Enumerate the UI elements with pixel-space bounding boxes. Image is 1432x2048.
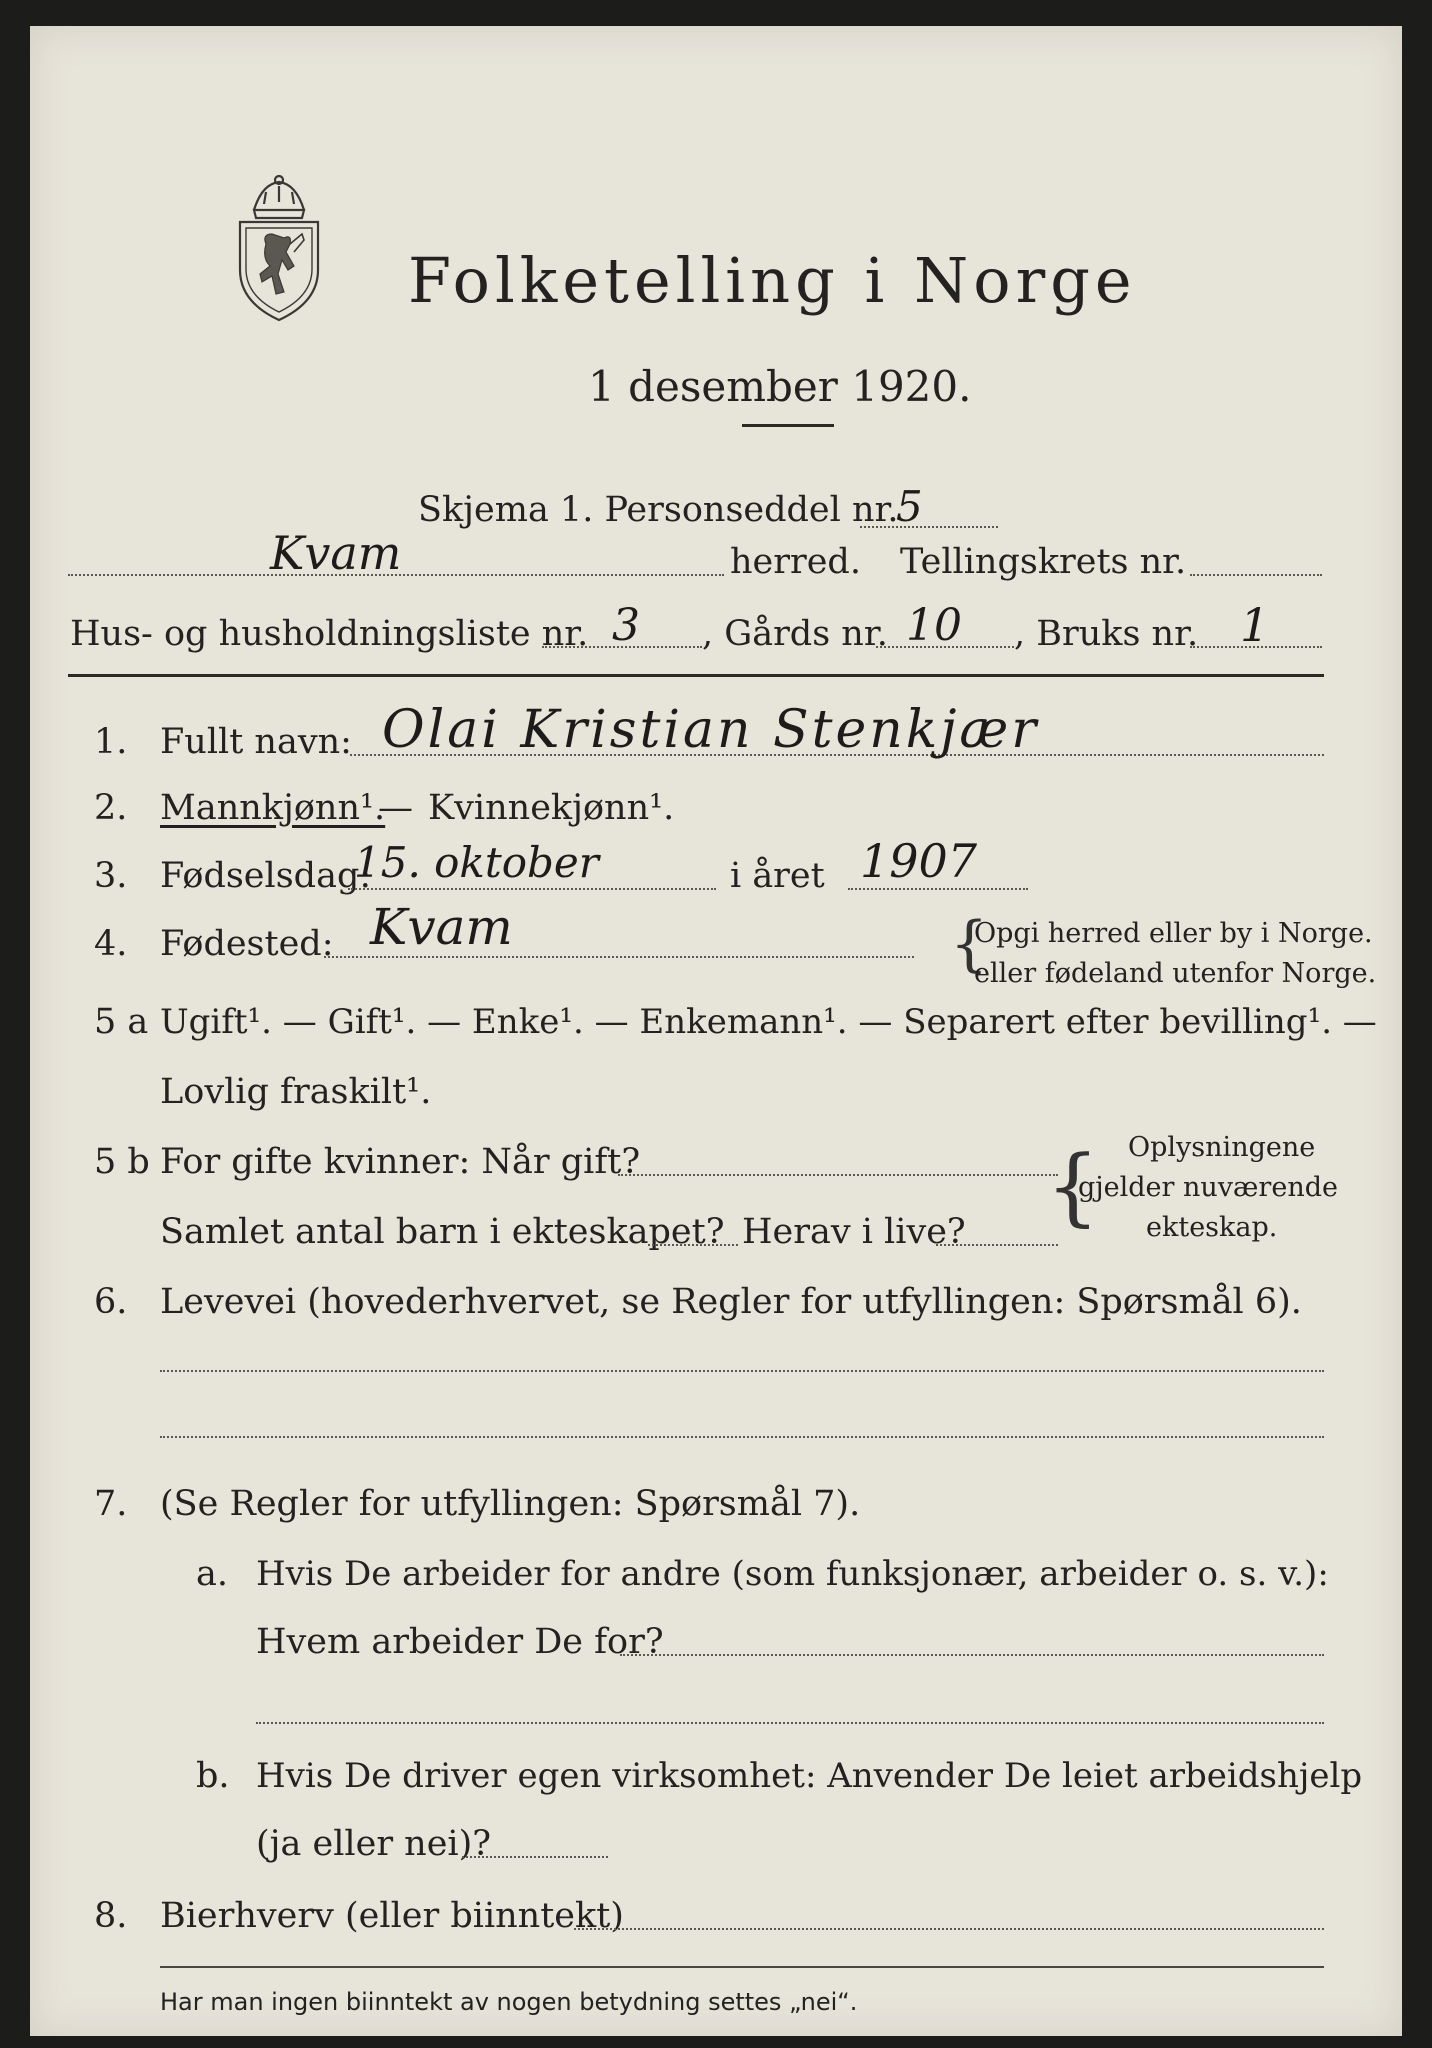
q4-note-1: Opgi herred eller by i Norge.	[974, 918, 1373, 949]
q5b-married-dots	[618, 1174, 1058, 1176]
q3-year-value: 1907	[860, 834, 978, 888]
norwegian-coat-of-arms-icon	[232, 174, 326, 324]
q5b-label-2: Samlet antal barn i ekteskapet?	[160, 1212, 725, 1252]
tellingskrets-label: Tellingskrets nr.	[900, 542, 1187, 582]
q2-number: 2.	[94, 788, 128, 828]
q3-date-dots	[348, 888, 716, 890]
q5b-note-3: ekteskap.	[1146, 1212, 1278, 1243]
schema-number-value: 5	[896, 482, 923, 531]
form-date: 1 desember 1920.	[588, 362, 972, 411]
q3-label: Fødselsdag:	[160, 856, 372, 896]
q3-year-dots	[848, 888, 1028, 890]
q5b-brace: {	[1046, 1137, 1100, 1235]
q1-value: Olai Kristian Stenkjær	[382, 700, 1040, 760]
q4-dots	[324, 956, 914, 958]
q6-dots-1	[160, 1370, 1324, 1372]
q5b-children-dots	[648, 1244, 738, 1246]
q2-male: Mannkjønn¹.	[160, 788, 386, 828]
q5b-label-1: For gifte kvinner: Når gift?	[160, 1142, 641, 1182]
bruks-label: , Bruks nr.	[1014, 614, 1199, 654]
q7a-number: a.	[196, 1554, 228, 1594]
q5b-label-3: Herav i live?	[742, 1212, 966, 1252]
q8-label: Bierhverv (eller biinntekt)	[160, 1896, 624, 1936]
footer-divider	[160, 1966, 1324, 1968]
q7a-dots-1	[620, 1654, 1324, 1656]
tellingskrets-dots	[1190, 574, 1322, 576]
household-list-label: Hus- og husholdningsliste nr.	[70, 614, 589, 654]
schema-number-dots	[860, 526, 998, 528]
q7-number: 7.	[94, 1484, 128, 1524]
q6-dots-2	[160, 1436, 1324, 1438]
q7a-line-2: Hvem arbeider De for?	[256, 1622, 664, 1662]
q7b-dots	[462, 1856, 608, 1858]
q8-dots	[574, 1928, 1324, 1930]
q1-label: Fullt navn:	[160, 722, 352, 762]
q3-year-label: i året	[730, 856, 825, 896]
q5b-note-2: gjelder nuværende	[1078, 1172, 1338, 1203]
q5a-number: 5 a	[94, 1002, 149, 1042]
q4-brace: {	[950, 909, 989, 979]
footer-note: Har man ingen biinntekt av nogen betydning settes „nei“.	[160, 1988, 858, 2016]
q7b-number: b.	[196, 1756, 230, 1796]
q4-note-2: eller fødeland utenfor Norge.	[974, 958, 1377, 989]
q4-value: Kvam	[370, 898, 513, 956]
q8-number: 8.	[94, 1896, 128, 1936]
q5b-alive-dots	[936, 1244, 1058, 1246]
herred-label: herred.	[730, 542, 861, 582]
q4-label: Fødested:	[160, 924, 334, 964]
q5b-number: 5 b	[94, 1142, 150, 1182]
q6-label: Levevei (hovederhvervet, se Regler for utfyllingen: Spørsmål 6).	[160, 1282, 1302, 1322]
q2-separator: —	[378, 788, 413, 828]
gards-value: 10	[906, 600, 962, 651]
q1-number: 1.	[94, 722, 128, 762]
header-divider	[68, 674, 1324, 677]
q7a-line-1: Hvis De arbeider for andre (som funksjonær, arbeider o. s. v.):	[256, 1554, 1329, 1594]
form-title: Folketelling i Norge	[408, 244, 1137, 317]
q3-number: 3.	[94, 856, 128, 896]
schema-label: Skjema 1. Personseddel nr.	[418, 490, 899, 530]
q5b-note-1: Oplysningene	[1128, 1132, 1316, 1163]
q4-number: 4.	[94, 924, 128, 964]
q5a-line-1: Ugift¹. — Gift¹. — Enke¹. — Enkemann¹. — Separert efter bevilling¹. —	[160, 1002, 1377, 1042]
title-divider	[742, 424, 834, 427]
gards-label: , Gårds nr.	[702, 614, 888, 654]
q6-number: 6.	[94, 1282, 128, 1322]
q7a-dots-2	[256, 1722, 1324, 1724]
q7b-line-1: Hvis De driver egen virksomhet: Anvender De leiet arbeidshjelp	[256, 1756, 1363, 1796]
q7b-line-2: (ja eller nei)?	[256, 1824, 492, 1864]
municipality-value: Kvam	[270, 526, 402, 580]
q7-label: (Se Regler for utfyllingen: Spørsmål 7).	[160, 1484, 861, 1524]
q2-female: Kvinnekjønn¹.	[428, 788, 675, 828]
census-form-sheet	[30, 26, 1402, 2036]
bruks-value: 1	[1240, 598, 1270, 652]
q3-value: 15. oktober	[354, 838, 599, 887]
q5a-line-2: Lovlig fraskilt¹.	[160, 1072, 432, 1112]
household-list-value: 3	[612, 600, 640, 651]
